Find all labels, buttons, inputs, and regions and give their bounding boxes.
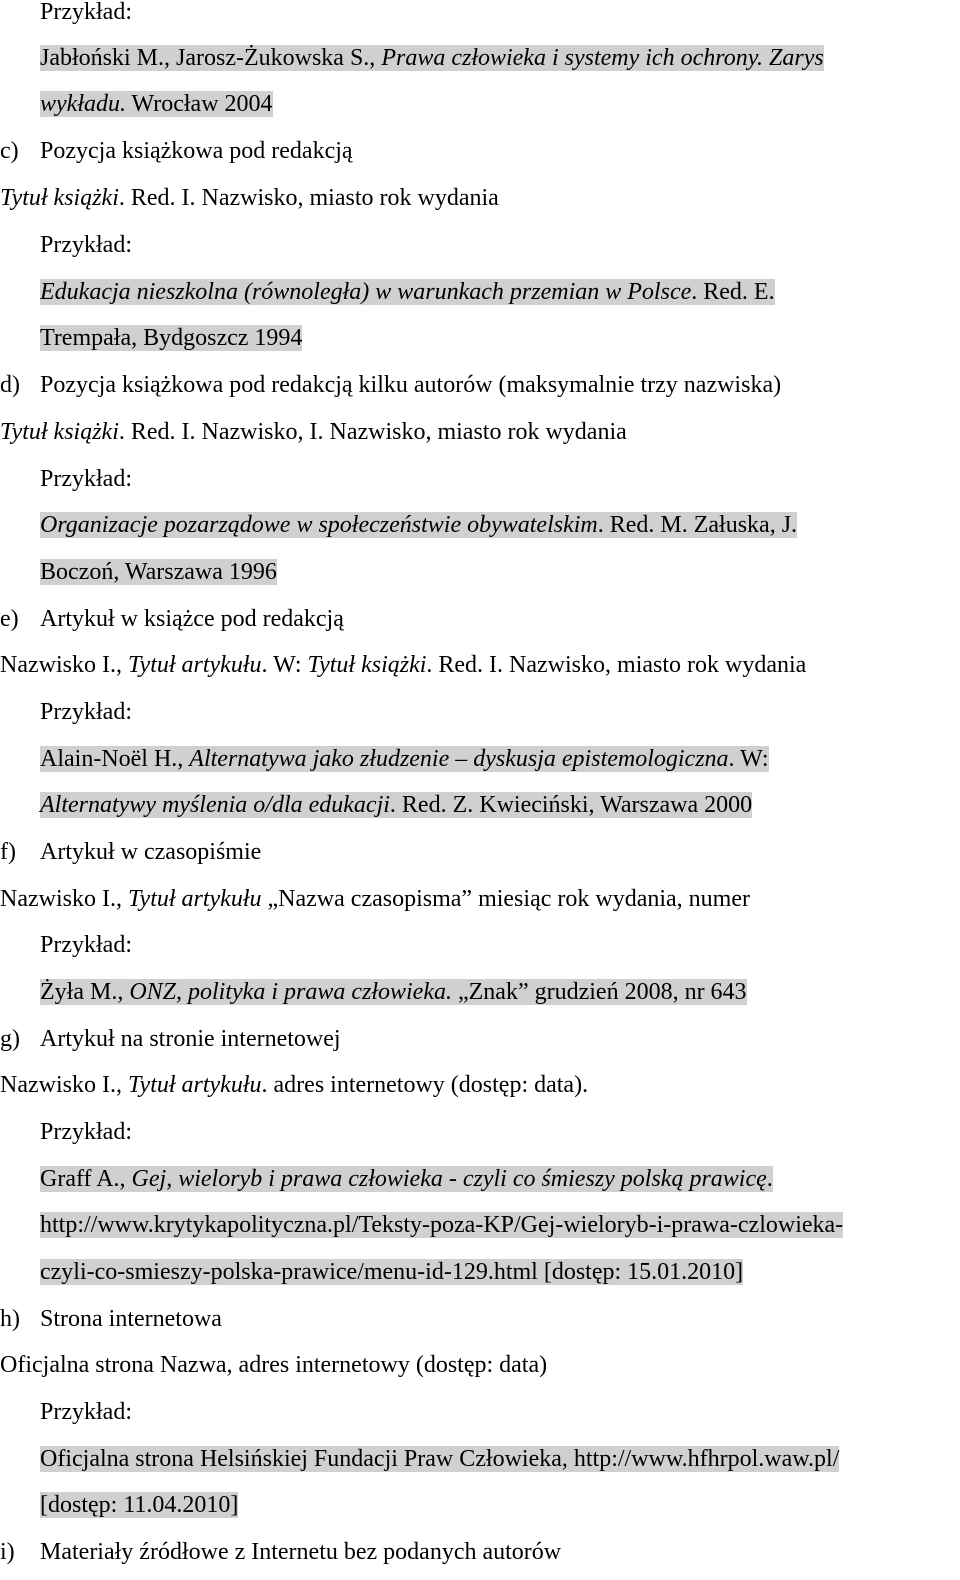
example-url: http://www.krytykapolityczna.pl/Teksty-poza-KP/Gej-wieloryb-i-prawa-czlowieka-: [40, 1212, 844, 1238]
section-label: f): [0, 839, 16, 865]
example-access: [dostęp: 11.04.2010]: [40, 1492, 239, 1518]
section-title: Artykuł w czasopiśmie: [40, 839, 262, 865]
example-entry: [40, 278, 775, 306]
example-entry: [40, 1445, 839, 1473]
example-period: .: [766, 1166, 773, 1192]
example-label: [40, 931, 132, 959]
format-title: Tytuł książki: [0, 419, 119, 445]
section-label: g): [0, 1026, 20, 1052]
example-url-access: czyli-co-smieszy-polska-prawice/menu-id-129.html [dostęp: 15.01.2010]: [40, 1259, 744, 1285]
example-title: Edukacja nieszkolna (równoległa) w warunkach przemian w Polsce: [40, 279, 692, 305]
example-label: [40, 698, 132, 726]
section-label: d): [0, 372, 20, 398]
section-f-format: [0, 885, 750, 913]
example-author: Jabłoński M., Jarosz-Żukowska S.,: [40, 45, 382, 71]
section-d-format: [0, 418, 627, 446]
format-rest: . Red. I. Nazwisko, miasto rok wydania: [426, 652, 807, 678]
example-label-text: Przykład:: [40, 0, 132, 25]
section-c-heading: [0, 137, 353, 165]
example-title: Prawa człowieka i systemy ich ochrony. Zarys: [381, 45, 824, 71]
example-publication: „Znak” grudzień 2008, nr 643: [451, 979, 747, 1005]
example-entry-cont: [40, 558, 277, 586]
section-title: Materiały źródłowe z Internetu bez podanych autorów: [40, 1539, 562, 1565]
section-label: i): [0, 1539, 15, 1565]
example-entry-cont: [40, 324, 302, 352]
section-g-format: [0, 1071, 588, 1099]
section-title: Artykuł na stronie internetowej: [40, 1026, 341, 1052]
example-entry: [40, 1165, 773, 1193]
example-author: Alain-Noël H.,: [40, 746, 190, 772]
format-rest: . Red. I. Nazwisko, I. Nazwisko, miasto rok wydania: [118, 419, 627, 445]
example-title: ONZ, polityka i prawa człowieka.: [129, 979, 452, 1005]
example-label: [40, 465, 132, 493]
section-title: Pozycja książkowa pod redakcją: [40, 138, 353, 164]
example-in: . W:: [728, 746, 769, 772]
example-title-cont: wykładu.: [40, 91, 126, 117]
format-book-title: Tytuł książki: [307, 652, 427, 678]
example-entry-cont: [40, 791, 752, 819]
example-label: [40, 1398, 132, 1426]
section-label: h): [0, 1306, 20, 1332]
example-entry: [40, 745, 769, 773]
example-entry: [40, 978, 747, 1006]
section-label: e): [0, 606, 19, 632]
example-publication: Wrocław 2004: [125, 91, 273, 117]
section-title: Pozycja książkowa pod redakcją kilku autorów (maksymalnie trzy nazwiska): [40, 372, 782, 398]
example-url-line-cont: [40, 1258, 743, 1286]
format-author: Nazwisko I.,: [0, 886, 128, 912]
format-in: . W:: [261, 652, 308, 678]
section-i-heading: [0, 1538, 561, 1566]
example-editor: . Red. E.: [691, 279, 775, 305]
example-entry: [40, 44, 824, 72]
example-url-line: [40, 1211, 843, 1239]
format-text: Oficjalna strona Nazwa, adres internetowy (dostęp: data): [0, 1352, 548, 1378]
example-label-text: Przykład:: [40, 1399, 132, 1425]
example-text: Oficjalna strona Helsińskiej Fundacji Praw Człowieka, http://www.hfhrpol.waw.pl/: [40, 1446, 840, 1472]
section-title: Strona internetowa: [40, 1306, 222, 1332]
format-author: Nazwisko I.,: [0, 1072, 128, 1098]
section-e-heading: [0, 605, 344, 633]
section-h-heading: [0, 1305, 222, 1333]
example-label-text: Przykład:: [40, 232, 132, 258]
example-publication: Trempała, Bydgoszcz 1994: [40, 325, 303, 351]
format-article-title: Tytuł artykułu: [127, 652, 262, 678]
format-article-title: Tytuł artykułu: [127, 886, 262, 912]
example-entry-cont: [40, 1491, 238, 1519]
format-rest: . Red. I. Nazwisko, miasto rok wydania: [118, 185, 499, 211]
section-f-heading: [0, 838, 261, 866]
example-label-text: Przykład:: [40, 699, 132, 725]
example-author: Graff A.,: [40, 1166, 132, 1192]
example-label-text: Przykład:: [40, 932, 132, 958]
format-title: Tytuł książki: [0, 185, 119, 211]
format-author: Nazwisko I.,: [0, 652, 128, 678]
example-title: Alternatywa jako złudzenie – dyskusja epistemologiczna: [189, 746, 729, 772]
format-rest: „Nazwa czasopisma” miesiąc rok wydania, numer: [261, 886, 750, 912]
example-entry: [40, 511, 797, 539]
section-g-heading: [0, 1025, 341, 1053]
section-h-format: [0, 1351, 547, 1379]
format-article-title: Tytuł artykułu: [127, 1072, 262, 1098]
example-label-text: Przykład:: [40, 1119, 132, 1145]
example-title: Organizacje pozarządowe w społeczeństwie obywatelskim: [40, 512, 598, 538]
example-publication: Boczoń, Warszawa 1996: [40, 559, 277, 585]
example-label: [40, 231, 132, 259]
example-publication: . Red. Z. Kwieciński, Warszawa 2000: [389, 792, 753, 818]
example-label: [40, 0, 132, 26]
example-editor: . Red. M. Załuska, J.: [597, 512, 798, 538]
example-entry-cont: [40, 90, 273, 118]
example-author: Żyła M.,: [40, 979, 130, 1005]
section-c-format: [0, 184, 499, 212]
section-e-format: [0, 651, 806, 679]
example-book-title: Alternatywy myślenia o/dla edukacji: [40, 792, 390, 818]
section-d-heading: [0, 371, 781, 399]
example-label-text: Przykład:: [40, 466, 132, 492]
example-title: Gej, wieloryb i prawa człowieka - czyli co śmieszy polską prawicę: [131, 1166, 767, 1192]
section-title: Artykuł w książce pod redakcją: [40, 606, 344, 632]
format-rest: . adres internetowy (dostęp: data).: [261, 1072, 589, 1098]
example-label: [40, 1118, 132, 1146]
section-label: c): [0, 138, 19, 164]
